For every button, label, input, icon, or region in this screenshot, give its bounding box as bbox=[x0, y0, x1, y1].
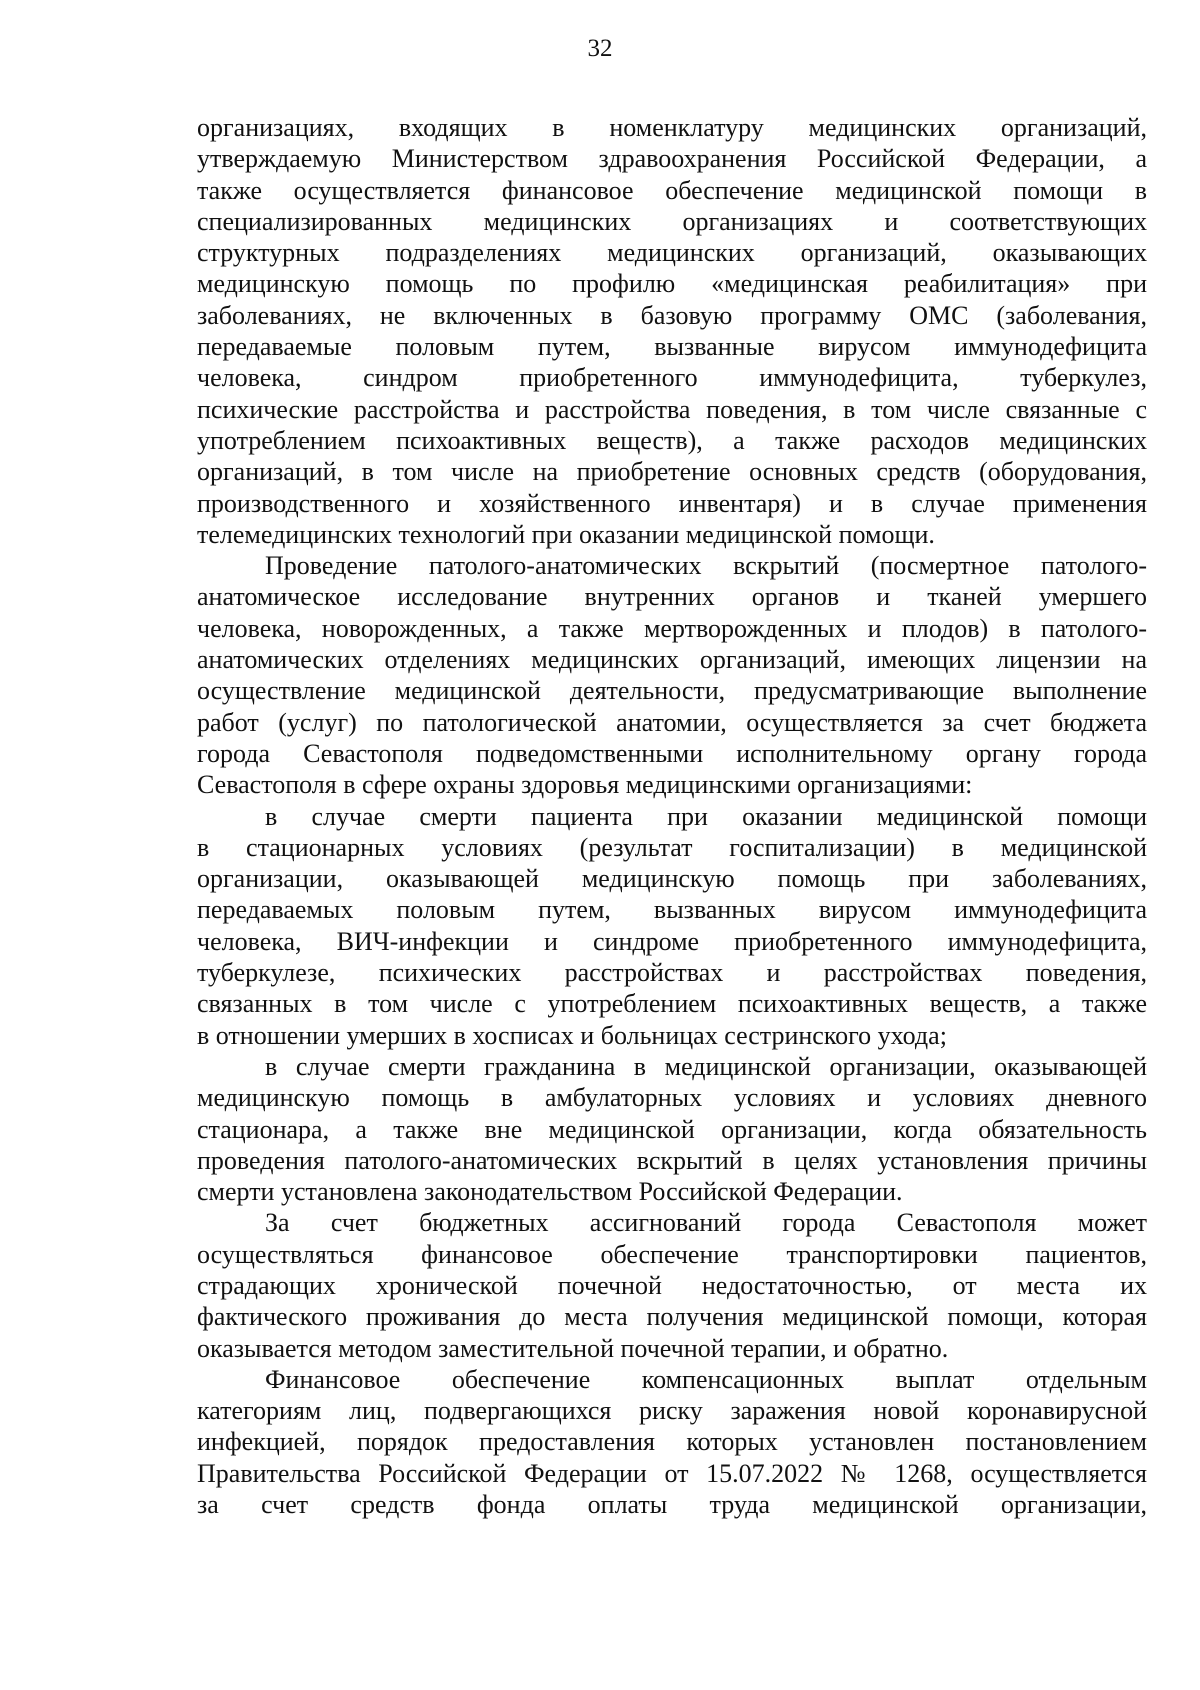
text-line: употреблением психоактивных веществ), а также расходов медицинских bbox=[197, 425, 1147, 455]
text-line: человека, ВИЧ-инфекции и синдроме приобретенного иммунодефицита, bbox=[197, 926, 1147, 956]
text-line: заболеваниях, не включенных в базовую программу ОМС (заболевания, bbox=[197, 300, 1147, 330]
text-line: медицинскую помощь в амбулаторных условиях и условиях дневного bbox=[197, 1083, 1147, 1113]
text-line: фактического проживания до места получения медицинской помощи, которая bbox=[197, 1302, 1147, 1332]
text-line: производственного и хозяйственного инвентаря) и в случае применения bbox=[197, 488, 1147, 518]
text-line: смерти установлена законодательством Российской Федерации. bbox=[197, 1177, 903, 1207]
text-line: специализированных медицинских организациях и соответствующих bbox=[197, 206, 1147, 236]
text-line: организаций, в том числе на приобретение основных средств (оборудования, bbox=[197, 457, 1147, 487]
paragraph bbox=[197, 1364, 1147, 1520]
text-line: оказывается методом заместительной почечной терапии, и обратно. bbox=[197, 1333, 949, 1363]
text-line: утверждаемую Министерством здравоохранения Российской Федерации, а bbox=[197, 144, 1147, 174]
text-line: медицинскую помощь по профилю «медицинская реабилитация» при bbox=[197, 269, 1147, 299]
text-line: анатомическое исследование внутренних органов и тканей умершего bbox=[197, 582, 1147, 612]
text-line: Проведение патолого-анатомических вскрытий (посмертное патолого- bbox=[265, 551, 1147, 581]
text-line: в случае смерти пациента при оказании медицинской помощи bbox=[265, 801, 1147, 831]
paragraph bbox=[197, 1207, 1147, 1363]
text-line: Правительства Российской Федерации от 15.07.2022 № 1268, осуществляется bbox=[197, 1458, 1147, 1488]
text-line: за счет средств фонда оплаты труда медицинской организации, bbox=[197, 1490, 1147, 1520]
text-line: осуществляться финансовое обеспечение транспортировки пациентов, bbox=[197, 1239, 1147, 1269]
text-line: человека, новорожденных, а также мертворожденных и плодов) в патолого- bbox=[197, 613, 1147, 643]
text-line: инфекцией, порядок предоставления которых установлен постановлением bbox=[197, 1427, 1147, 1457]
text-line: туберкулезе, психических расстройствах и расстройствах поведения, bbox=[197, 958, 1147, 988]
text-line: стационара, а также вне медицинской организации, когда обязательность bbox=[197, 1114, 1147, 1144]
paragraph bbox=[197, 801, 1147, 1051]
text-line: анатомических отделениях медицинских организаций, имеющих лицензии на bbox=[197, 645, 1147, 675]
text-line: в отношении умерших в хосписах и больницах сестринского ухода; bbox=[197, 1020, 947, 1050]
text-line: человека, синдром приобретенного иммунодефицита, туберкулез, bbox=[197, 363, 1147, 393]
text-line: организациях, входящих в номенклатуру медицинских организаций, bbox=[197, 113, 1147, 142]
text-line: также осуществляется финансовое обеспечение медицинской помощи в bbox=[197, 175, 1147, 205]
text-line: структурных подразделениях медицинских организаций, оказывающих bbox=[197, 238, 1147, 268]
paragraph bbox=[197, 550, 1147, 800]
text-line: передаваемых половым путем, вызванных вирусом иммунодефицита bbox=[197, 895, 1147, 925]
text-line: Финансовое обеспечение компенсационных выплат отдельным bbox=[265, 1364, 1147, 1394]
page-number: 32 bbox=[587, 35, 613, 62]
body-text bbox=[197, 112, 1147, 1520]
text-line: передаваемые половым путем, вызванные вирусом иммунодефицита bbox=[197, 332, 1147, 362]
text-line: телемедицинских технологий при оказании медицинской помощи. bbox=[197, 519, 935, 549]
text-line: страдающих хронической почечной недостаточностью, от места их bbox=[197, 1270, 1147, 1300]
text-line: организации, оказывающей медицинскую помощь при заболеваниях, bbox=[197, 864, 1147, 894]
paragraph bbox=[197, 1051, 1147, 1207]
text-line: Севастополя в сфере охраны здоровья медицинскими организациями: bbox=[197, 770, 973, 800]
text-line: города Севастополя подведомственными исполнительному органу города bbox=[197, 738, 1147, 768]
text-line: осуществление медицинской деятельности, предусматривающие выполнение bbox=[197, 676, 1147, 706]
text-line: категориям лиц, подвергающихся риску заражения новой коронавирусной bbox=[197, 1396, 1147, 1426]
paragraph bbox=[197, 112, 1147, 550]
text-line: психические расстройства и расстройства поведения, в том числе связанные с bbox=[197, 394, 1147, 424]
text-line: в стационарных условиях (результат госпитализации) в медицинской bbox=[197, 832, 1147, 862]
text-line: За счет бюджетных ассигнований города Севастополя может bbox=[265, 1208, 1147, 1238]
text-line: связанных в том числе с употреблением психоактивных веществ, а также bbox=[197, 989, 1147, 1019]
text-line: в случае смерти гражданина в медицинской организации, оказывающей bbox=[265, 1051, 1147, 1081]
text-line: работ (услуг) по патологической анатомии, осуществляется за счет бюджета bbox=[197, 707, 1147, 737]
text-line: проведения патолого-анатомических вскрытий в целях установления причины bbox=[197, 1145, 1147, 1175]
